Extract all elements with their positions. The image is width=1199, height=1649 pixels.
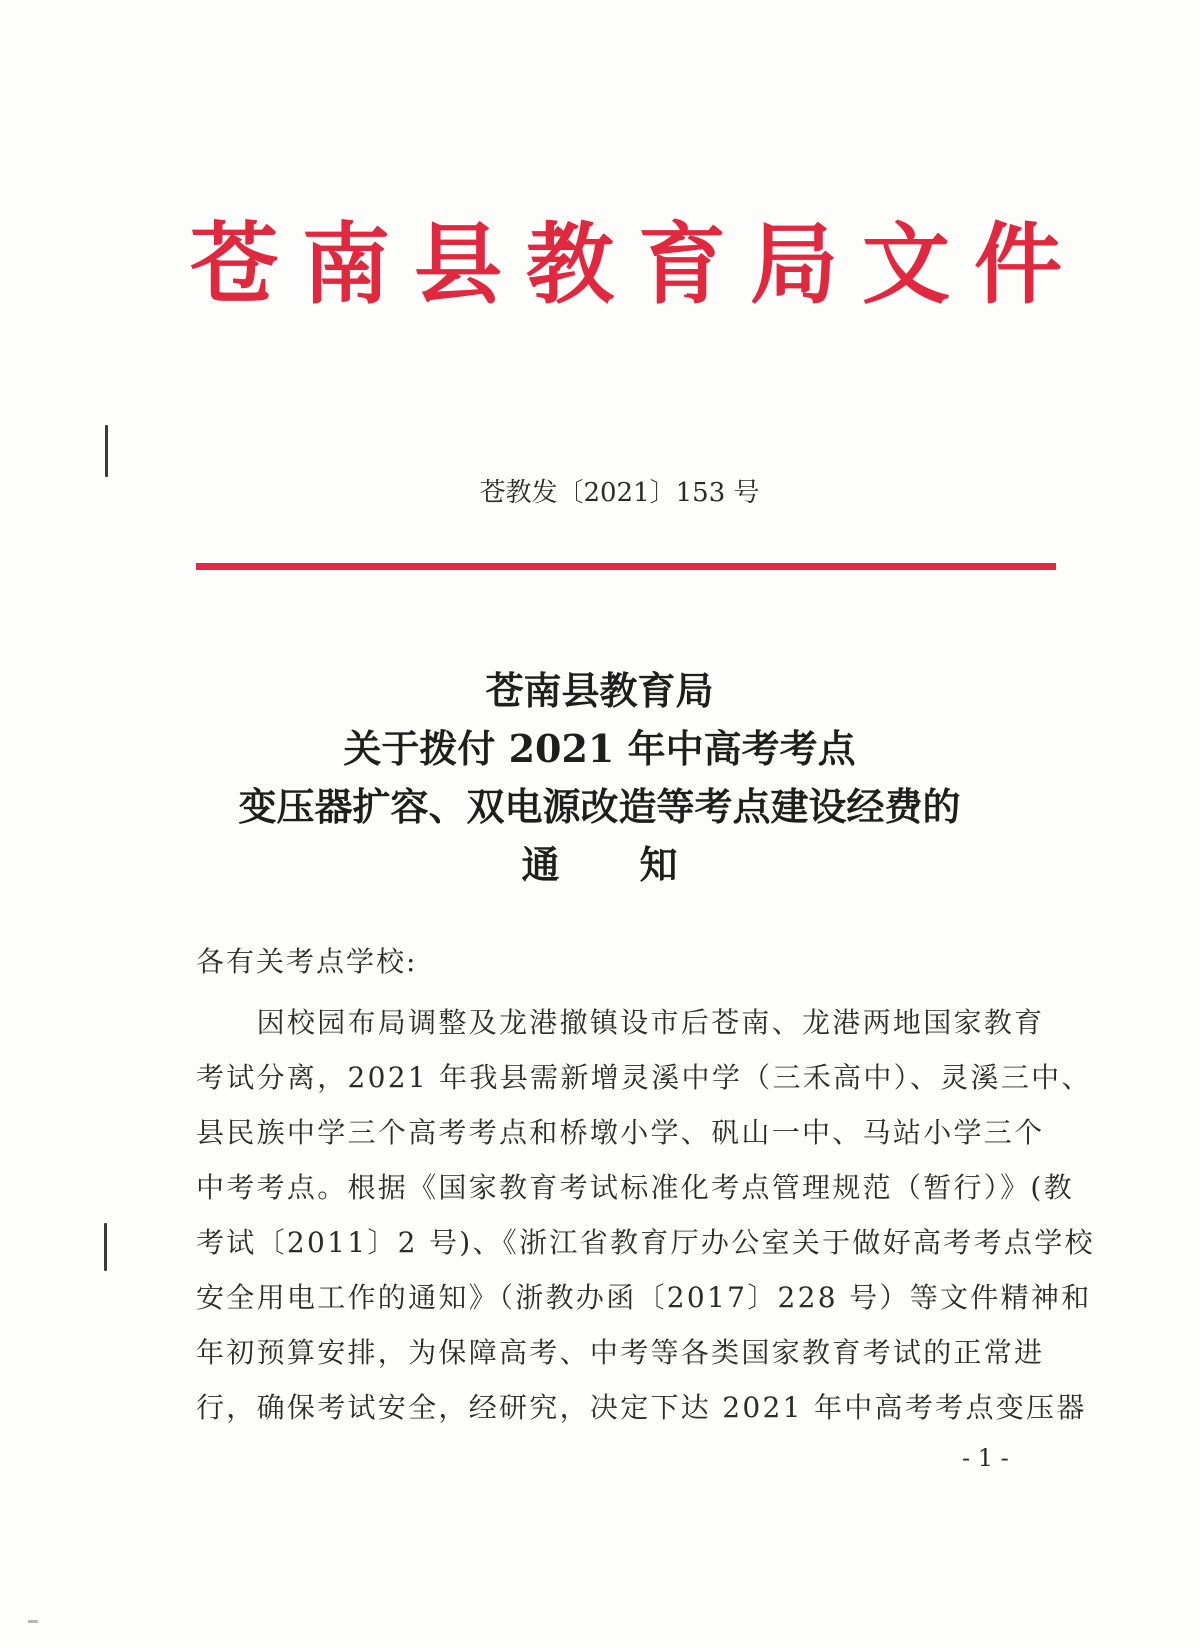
red-header-divider bbox=[196, 563, 1056, 570]
notice-title-line-2: 关于拨付 2021 年中高考考点 bbox=[343, 726, 856, 771]
body-line: 安全用电工作的通知》（浙教办函〔2017〕228 号）等文件精神和 bbox=[196, 1281, 1092, 1314]
org-header-title: 苍南县教育局文件 bbox=[190, 212, 1087, 316]
binding-mark-top bbox=[105, 425, 108, 477]
scan-speck bbox=[28, 1620, 38, 1623]
binding-mark-bottom bbox=[104, 1223, 107, 1271]
notice-title-line-3: 变压器扩容、双电源改造等考点建设经费的 bbox=[238, 784, 961, 829]
body-line: 年初预算安排，为保障高考、中考等各类国家教育考试的正常进 bbox=[196, 1336, 1045, 1369]
notice-title-line-1: 苍南县教育局 bbox=[485, 668, 714, 713]
body-text bbox=[196, 995, 1095, 1435]
salutation: 各有关考点学校: bbox=[196, 945, 418, 978]
body-line: 行，确保考试安全，经研究，决定下达 2021 年中高考考点变压器 bbox=[196, 1391, 1087, 1424]
body-line: 中考考点。根据《国家教育考试标准化考点管理规范（暂行）》(教 bbox=[196, 1171, 1074, 1204]
document-number: 苍教发〔2021〕153 号 bbox=[479, 478, 760, 508]
body-line: 县民族中学三个高考考点和桥墩小学、矾山一中、马站小学三个 bbox=[196, 1116, 1045, 1149]
page-number: - 1 - bbox=[962, 1444, 1009, 1472]
body-line: 考试〔2011〕2 号)、《浙江省教育厅办公室关于做好高考考点学校 bbox=[196, 1226, 1095, 1259]
notice-title-line-4: 通知 bbox=[521, 842, 758, 887]
body-line: 因校园布局调整及龙港撤镇设市后苍南、龙港两地国家教育 bbox=[196, 1006, 1045, 1039]
body-line: 考试分离，2021 年我县需新增灵溪中学（三禾高中）、灵溪三中、 bbox=[196, 1061, 1092, 1094]
notice-title bbox=[0, 662, 1199, 894]
